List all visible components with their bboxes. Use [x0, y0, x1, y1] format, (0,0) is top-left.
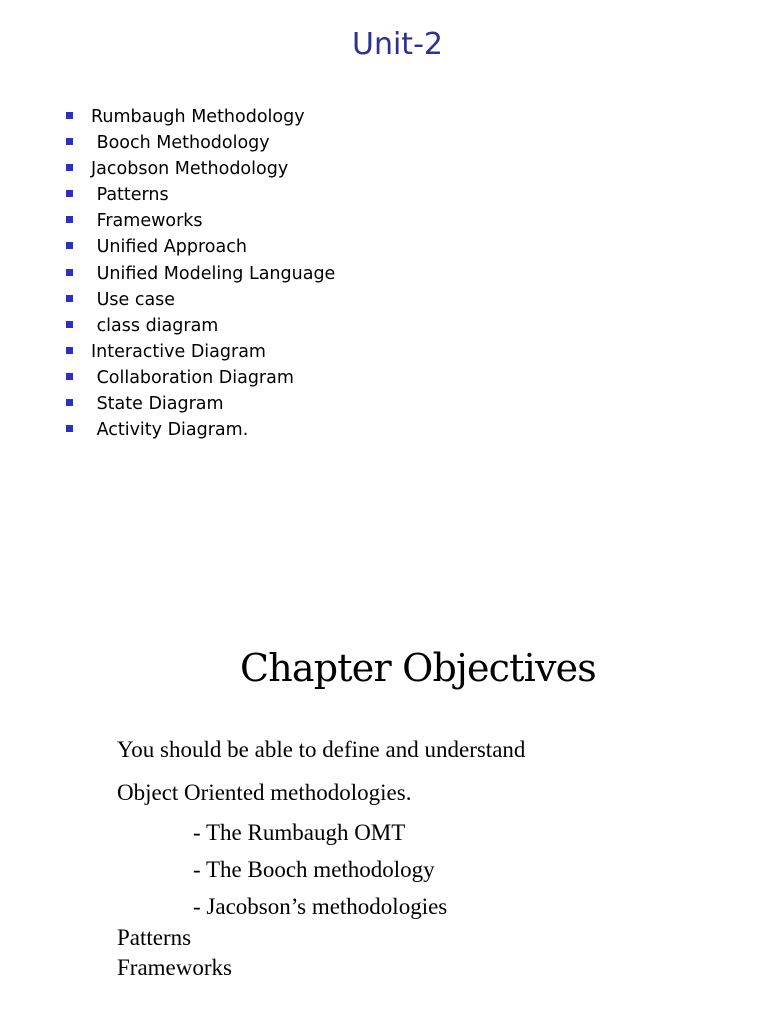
square-bullet-icon	[66, 216, 73, 223]
sub-item-jacobson: - Jacobson’s methodologies	[193, 894, 448, 919]
square-bullet-icon	[66, 373, 73, 380]
square-bullet-icon	[66, 190, 73, 197]
square-bullet-icon	[66, 164, 73, 171]
intro-line-1: You should be able to define and understand	[117, 737, 526, 762]
item-patterns: Patterns	[117, 925, 192, 950]
square-bullet-icon	[66, 242, 73, 249]
square-bullet-icon	[66, 399, 73, 406]
square-bullet-icon	[66, 138, 73, 145]
item-frameworks: Frameworks	[117, 955, 232, 980]
square-bullet-icon	[66, 347, 73, 354]
intro-line-2: Object Oriented methodologies.	[117, 780, 412, 805]
square-bullet-icon	[66, 112, 73, 119]
square-bullet-icon	[66, 295, 73, 302]
square-bullet-icon	[66, 321, 73, 328]
square-bullet-icon	[66, 425, 73, 432]
sub-item-rumbaugh: - The Rumbaugh OMT	[193, 820, 406, 845]
sub-item-booch: - The Booch methodology	[193, 857, 435, 882]
square-bullet-icon	[66, 269, 73, 276]
unit-title: Unit-2	[352, 27, 443, 62]
chapter-objectives-heading: Chapter Objectives	[239, 646, 597, 690]
